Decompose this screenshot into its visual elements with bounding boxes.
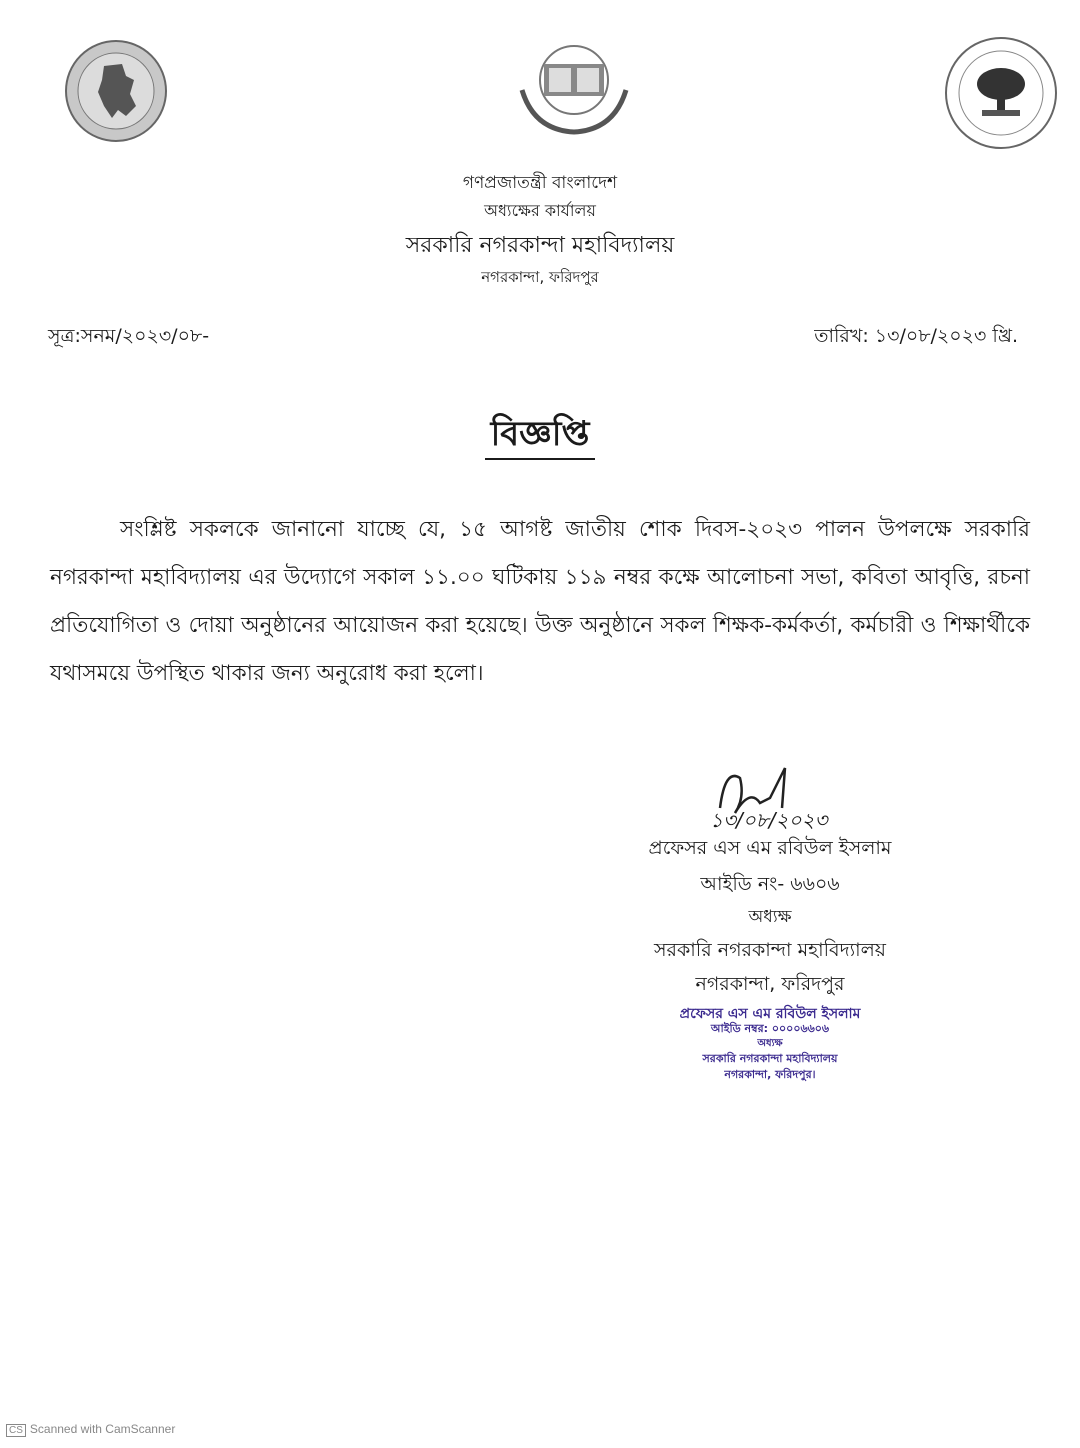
signatory-location: নগরকান্দা, ফরিদপুর [695, 973, 845, 995]
signatory-designation: অধ্যক্ষ [748, 907, 792, 927]
stamp-location: নগরকান্দা, ফরিদপুর। [724, 1068, 816, 1081]
college-book-crest-icon [514, 40, 634, 140]
bangladesh-map-seal-icon [64, 36, 168, 146]
camscanner-badge: CS [6, 1424, 26, 1437]
camscanner-watermark [6, 1422, 175, 1437]
stamp-college: সরকারি নগরকান্দা মহাবিদ্যালয় [702, 1052, 838, 1065]
memo-date: তারিখ: ১৩/০৮/২০২৩ খ্রি. [814, 325, 1018, 347]
notice-title-text: বিজ্ঞপ্তি [485, 414, 596, 460]
tree-seal-icon [942, 34, 1060, 152]
country-name: গণপ্রজাতন্ত্রী বাংলাদেশ [462, 173, 618, 193]
signatory-college: সরকারি নগরকান্দা মহাবিদ্যালয় [654, 939, 886, 961]
camscanner-text: Scanned with CamScanner [29, 1422, 176, 1436]
notice-title [0, 408, 1080, 465]
memo-reference: সূত্র:সনম/২০২৩/০৮- [48, 325, 210, 347]
signatory-id: আইডি নং- ৬৬০৬ [700, 873, 840, 895]
college-name: সরকারি নগরকান্দা মহাবিদ্যালয় [405, 233, 675, 258]
stamp-id: আইডি নম্বর: ০০০০৬৬০৬ [710, 1022, 830, 1035]
signatory-name: প্রফেসর এস এম রবিউল ইসলাম [648, 837, 892, 859]
signature-date: ১৩/০৮/২০২৩ [710, 808, 828, 832]
stamp-designation: অধ্যক্ষ [757, 1038, 783, 1049]
office-name: অধ্যক্ষের কার্যালয় [484, 201, 596, 220]
notice-body: সংশ্লিষ্ট সকলকে জানানো যাচ্ছে যে, ১৫ আগষ্ট জাতীয় শোক দিবস-২০২৩ পালন উপলক্ষে সরকারি নগরকান্দা মহাবিদ্যালয় এর উদ্যোগে সকাল ১১.০০ ঘটিকায় ১১৯ নম্বর কক্ষে আলোচনা সভা, কবিতা আবৃত্তি, রচনা প্রতিযোগিতা ও দোয়া অনুষ্ঠানের আয়োজন করা হয়েছে। উক্ত অনুষ্ঠানে সকল শিক্ষক-কর্মকর্তা, কর্মচারী ও শিক্ষার্থীকে যথাসময়ে উপস্থিত থাকার জন্য অনুরোধ করা হলো। [50, 517, 1030, 686]
stamp-name: প্রফেসর এস এম রবিউল ইসলাম [679, 1006, 861, 1022]
college-location: নগরকান্দা, ফরিদপুর [481, 268, 599, 286]
handwritten-signature [690, 758, 880, 838]
